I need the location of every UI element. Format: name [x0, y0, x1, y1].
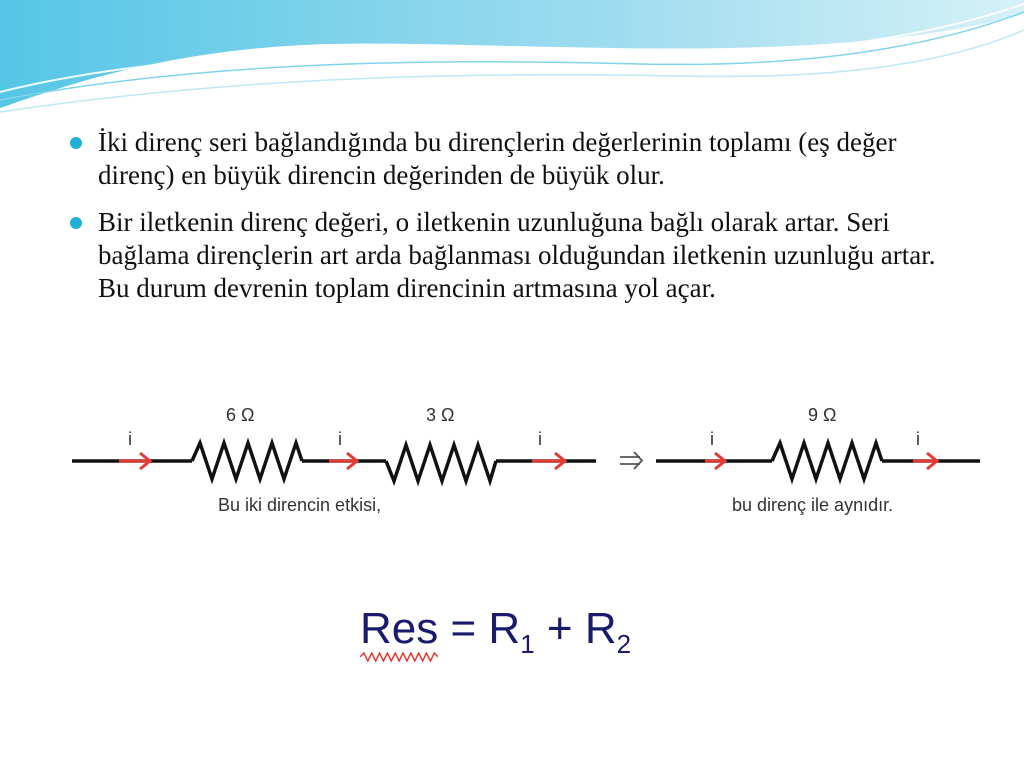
resistor-3-zigzag — [772, 443, 882, 479]
current-label: i — [338, 429, 342, 449]
formula-r1-subscript: 1 — [520, 629, 535, 659]
left-caption: Bu iki direncin etkisi, — [218, 495, 382, 515]
bullet-text: İki direnç seri bağlandığında bu dirençlerin değerlerinin toplamı (eş değer direnç) en büyük direncin değerinden de büyük olur. — [98, 127, 897, 190]
current-label: i — [128, 429, 132, 449]
resistor-1-value: 6 Ω — [226, 405, 255, 425]
formula-plus: + — [546, 604, 573, 653]
current-label: i — [916, 429, 920, 449]
wave-header-decoration — [0, 0, 1024, 120]
current-label: i — [710, 429, 714, 449]
formula-equals: = — [450, 604, 477, 653]
equivalent-resistance-formula — [296, 552, 720, 738]
resistor-2-value: 3 Ω — [426, 405, 455, 425]
bullet-item — [70, 126, 970, 192]
formula-r1: R — [488, 604, 521, 653]
bullet-item — [70, 206, 970, 305]
formula-lhs: Res — [360, 604, 438, 654]
series-circuit-diagram — [64, 393, 988, 528]
resistor-3-value: 9 Ω — [808, 405, 837, 425]
spellcheck-squiggle-icon — [360, 652, 438, 662]
resistor-2-zigzag — [386, 445, 496, 481]
bullet-dot-icon — [70, 137, 82, 149]
equivalence-arrow-icon — [620, 452, 642, 469]
formula-r2-subscript: 2 — [616, 629, 632, 659]
current-label: i — [538, 429, 542, 449]
bullet-list — [70, 126, 970, 319]
formula — [360, 604, 631, 660]
bullet-dot-icon — [70, 217, 82, 229]
right-caption: bu direnç ile aynıdır. — [732, 495, 894, 515]
resistor-1-zigzag — [192, 443, 302, 479]
formula-r2: R — [584, 604, 617, 653]
bullet-text: Bir iletkenin direnç değeri, o iletkenin uzunluğuna bağlı olarak artar. Seri bağlama dirençlerin art arda bağlanması olduğundan iletkenin uzunluğu artar. Bu durum devrenin toplam direncinin artmasına yol açar. — [98, 207, 936, 303]
